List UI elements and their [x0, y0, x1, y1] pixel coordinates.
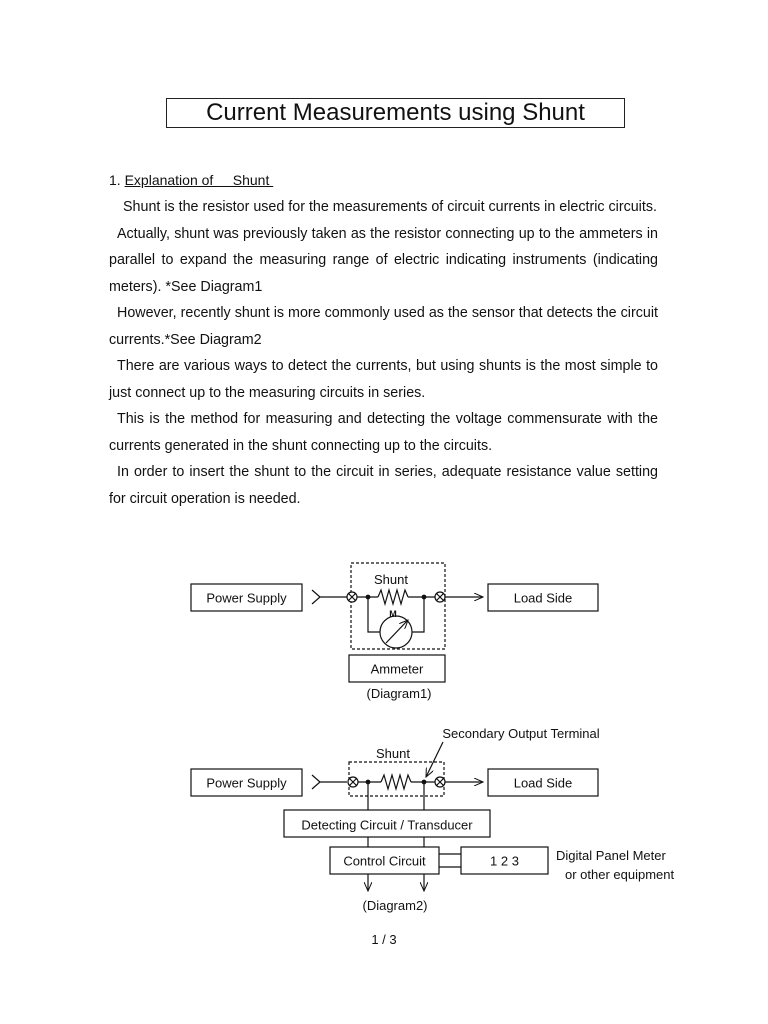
- paragraph-5: This is the method for measuring and detecting the voltage commensurate with the currents generated in the shunt connecting up to the circuits.: [109, 411, 658, 454]
- ammeter-needle: [386, 620, 408, 643]
- section-title: Explanation of Shunt: [124, 172, 274, 188]
- load-side-label-1: Load Side: [513, 590, 573, 606]
- control-circuit-label: Control Circuit: [343, 853, 426, 869]
- terminal-left-1: [347, 592, 357, 602]
- resistor-2: [381, 775, 411, 789]
- terminal-right-2: [435, 777, 445, 787]
- digital-display-value: 1 2 3: [490, 853, 519, 869]
- terminal-left-2: [348, 777, 358, 787]
- paragraph-3: However, recently shunt is more commonly used as the sensor that detects the circuit currents.*See Diagram2: [109, 305, 658, 348]
- diagram1-caption: (Diagram1): [366, 686, 432, 701]
- terminal-right-1: [435, 592, 445, 602]
- paragraph-1: Shunt is the resistor used for the measurements of circuit currents in electric circuits.: [123, 199, 657, 215]
- power-supply-label-1: Power Supply: [206, 590, 287, 606]
- shunt-label-2: Shunt: [376, 746, 410, 761]
- secondary-terminal-label: Secondary Output Terminal: [442, 726, 600, 741]
- page-number: 1 / 3: [371, 932, 397, 947]
- detecting-circuit-label: Detecting Circuit / Transducer: [301, 817, 473, 833]
- diagram2-caption: (Diagram2): [362, 898, 428, 913]
- page-title: Current Measurements using Shunt: [166, 98, 625, 128]
- other-equipment-label: or other equipment: [565, 867, 675, 882]
- input-chevron-1: [312, 590, 320, 604]
- digital-panel-meter-label: Digital Panel Meter: [556, 848, 666, 863]
- input-chevron-2: [312, 775, 320, 789]
- paragraph-2: Actually, shunt was previously taken as the resistor connecting up to the ammeters in parallel to expand the measuring range of electric indicating instruments (indicating meters). *See Diagram1: [109, 225, 658, 295]
- diagram-2: [191, 742, 598, 891]
- load-side-label-2: Load Side: [513, 775, 573, 791]
- paragraph-6: In order to insert the shunt to the circuit in series, adequate resistance value setting for circuit operation is needed.: [109, 464, 658, 507]
- shunt-label-1: Shunt: [374, 572, 408, 587]
- meter-letter: M: [389, 609, 397, 619]
- secondary-terminal-pointer: [426, 742, 443, 777]
- section-number: 1.: [109, 172, 121, 188]
- shunt-dashed-box-2: [349, 762, 444, 796]
- paragraph-4: There are various ways to detect the currents, but using shunts is the most simple to just connect up to the measuring circuits in series.: [109, 358, 658, 401]
- resistor-1: [378, 590, 408, 604]
- power-supply-label-2: Power Supply: [206, 775, 287, 791]
- ammeter-label: Ammeter: [370, 661, 424, 677]
